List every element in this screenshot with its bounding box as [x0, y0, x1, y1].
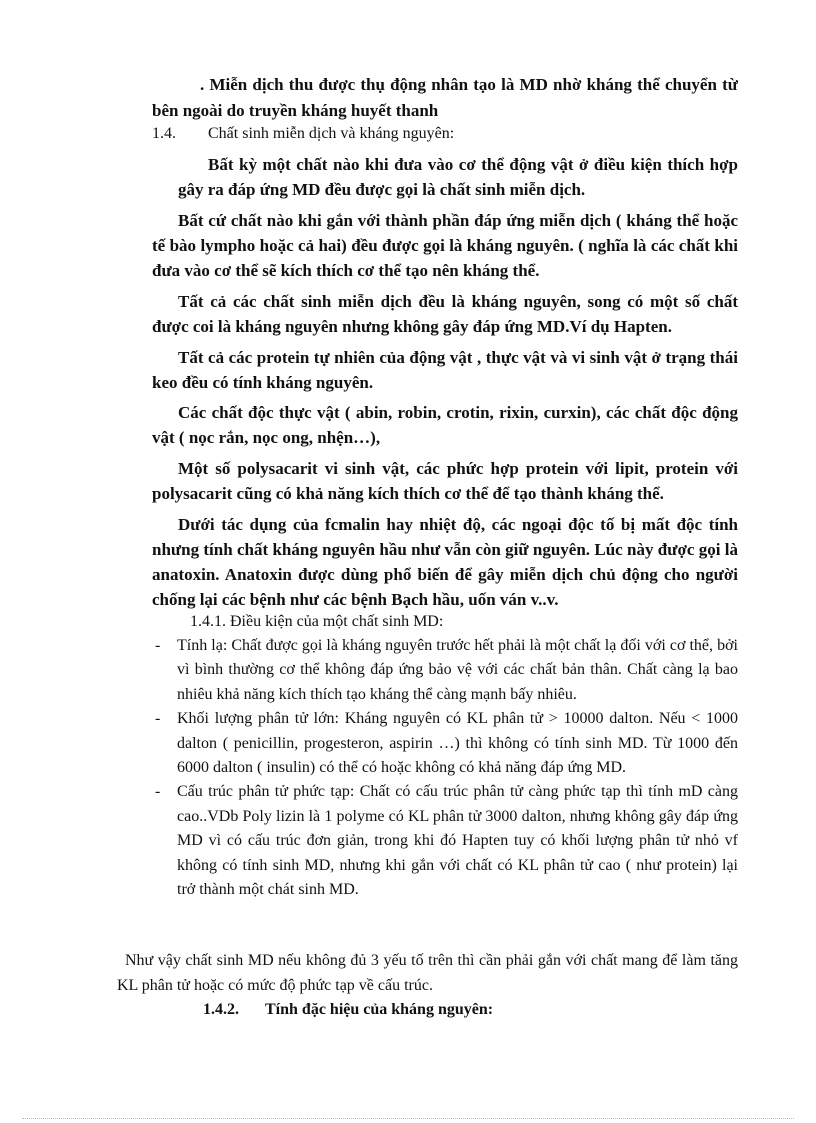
paragraph-immunogen: Bất kỳ một chất nào khi đưa vào cơ thể động vật ở điều kiện thích hợp gây ra đáp ứng MD đều được gọi là chất sinh miễn dịch. [178, 155, 738, 199]
list-item-complex-structure [155, 780, 738, 902]
paragraph-anatoxin: Dưới tác dụng của fcmalin hay nhiệt độ, các ngoại độc tố bị mất độc tính nhưng tính chất kháng nguyên hầu như vẫn còn giữ nguyên. Lúc này được gọi là anatoxin. Anatoxin được dùng phổ biến để gây miễn dịch chủ động cho người chống lại các bệnh như các bệnh Bạch hầu, uốn ván v..v. [152, 515, 738, 609]
page-bottom-divider [22, 1118, 794, 1119]
intro-paragraph: . Miễn dịch thu được thụ động nhân tạo là MD nhờ kháng thể chuyển từ bên ngoài do truyền kháng huyết thanh [152, 75, 738, 120]
conditions-list [155, 634, 738, 902]
subsection-1-4-2-title: Tính đặc hiệu của kháng nguyên: [265, 1001, 494, 1018]
list-item-foreignness [155, 634, 738, 707]
section-number: 1.4. [152, 125, 176, 142]
list-item-molecular-weight [155, 707, 738, 780]
list-item-text: Tính lạ: Chất được gọi là kháng nguyên trước hết phải là một chất lạ đối với cơ thể, bởi vì bình thường cơ thể không đáp ứng bảo vệ với các chất bản thân. Chất càng lạ bao nhiêu khả năng kích thích tạo kháng thể càng mạnh bấy nhiêu. [177, 637, 738, 703]
bullet-dash: - [155, 783, 161, 801]
list-item-text: Khối lượng phân tử lớn: Kháng nguyên có KL phân tử > 10000 dalton. Nếu < 1000 dalton ( penicillin, progesteron, aspirin …) thì không có tính sinh MD. Từ 1000 đến 6000 dalton ( insulin) có thể có hoặc không có khả năng đáp ứng MD. [177, 710, 738, 777]
list-item-text: Cấu trúc phân tử phức tạp: Chất có cấu trúc phân tử càng phức tạp thì tính mD càng cao..VDb Poly lizin là 1 polyme có KL phân tử 3000 dalton, nhưng không gây đáp ứng MD vì có cấu trúc đơn giản, trong khi đó Hapten tuy có khối lượng phân tử nhỏ vf không có tính sinh MD, nhưng khi gắn với chất có KL phân tử cao ( như protein) lại trở thành một chát sinh MD. [177, 783, 738, 899]
section-title: Chất sinh miễn dịch và kháng nguyên: [208, 125, 455, 142]
bullet-dash: - [155, 710, 161, 728]
bullet-dash: - [155, 637, 161, 654]
paragraph-polysaccharide: Một số polysacarit vi sinh vật, các phức hợp protein với lipit, protein với polysacarit cũng có khả năng kích thích cơ thể để tạo thành kháng thể. [152, 459, 738, 503]
paragraph-proteins: Tất cả các protein tự nhiên của động vật , thực vật và vi sinh vật ở trạng thái keo đều có tính kháng nguyên. [152, 348, 738, 392]
paragraph-antigen: Bất cứ chất nào khi gắn với thành phần đáp ứng miễn dịch ( kháng thể hoặc tế bào lympho hoặc cả hai) đều được gọi là kháng nguyên. ( nghĩa là các chất khi đưa vào cơ thể sẽ kích thích cơ thể tạo nên kháng thể. [152, 211, 738, 280]
paragraph-toxins: Các chất độc thực vật ( abin, robin, crotin, rixin, curxin), các chất độc động vật ( nọc rắn, nọc ong, nhện…), [152, 403, 738, 447]
paragraph-hapten: Tất cả các chất sinh miễn dịch đều là kháng nguyên, song có một số chất được coi là kháng nguyên nhưng không gây đáp ứng MD.Ví dụ Hapten. [152, 292, 738, 336]
conclusion-paragraph: Như vậy chất sinh MD nếu không đủ 3 yếu tố trên thì cần phải gắn với chất mang để làm tăng KL phân tử hoặc có mức độ phức tạp về cấu trúc. [117, 952, 738, 994]
subsection-1-4-2-number: 1.4.2. [203, 1001, 239, 1018]
subsection-1-4-1-title: 1.4.1. Điều kiện của một chất sinh MD: [190, 613, 444, 630]
